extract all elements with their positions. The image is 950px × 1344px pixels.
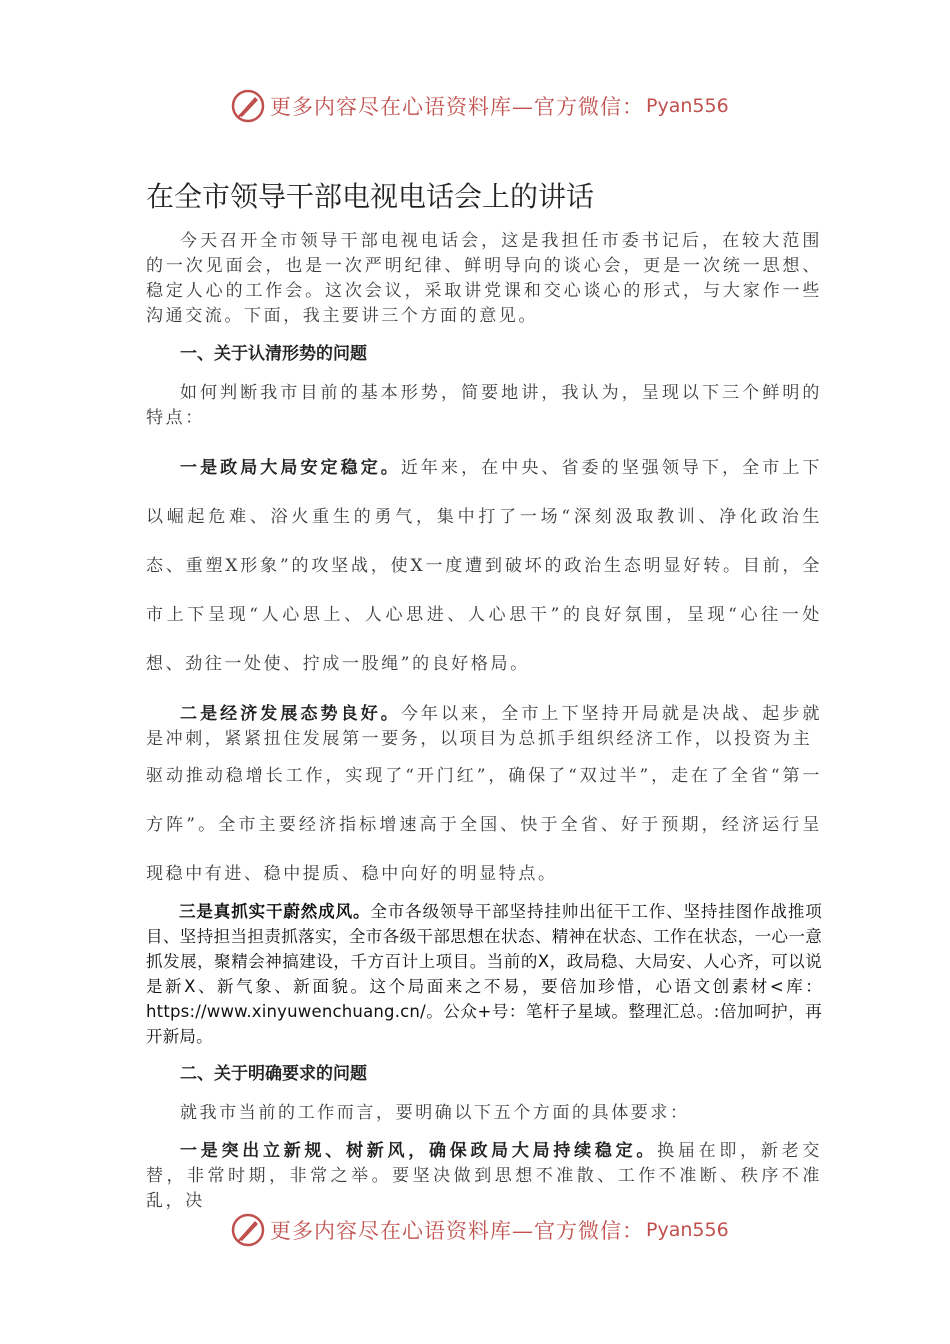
banner-wechat-id: Pyan556 bbox=[646, 95, 729, 117]
document-title: 在全市领导干部电视电话会上的讲话 bbox=[146, 180, 595, 213]
point-body: 近年来，在中央、省委的坚强领导下，全市上下以崛起危难、浴火重生的勇气，集中打了一场“深刻汲取教训、净化政治生态、重塑X形象”的攻坚战，使X一度遭到破坏的政治生态明显好转。目前，全市上下呈现“人心思上、人心思进、人心思干”的良好氛围，呈现“心往一处想、劲往一处使、拧成一股绳”的良好格局。 bbox=[146, 458, 822, 674]
quill-ink-logo-icon bbox=[230, 1212, 266, 1248]
section-1-point-3 bbox=[146, 899, 822, 1049]
section-2-heading: 二、关于明确要求的问题 bbox=[180, 1064, 367, 1084]
banner-text: 更多内容尽在心语资料库—官方微信： bbox=[270, 1219, 644, 1243]
point-body: 全市各级领导干部坚持挂帅出征干工作、坚持挂图作战推项目、坚持担当担责抓落实，全市各级干部思想在状态、精神在状态、工作在状态，一心一意抓发展，聚精会神搞建设，千方百计上项目。当前的X，政局稳、大局安、人心齐，可以说是新X、新气象、新面貌。这个局面来之不易，要倍加珍惜，心语文创素材<库：https://www.xinyuwenchuang.cn/。公众+号：笔杆子星域。整理汇总。:倍加呵护，再开新局。 bbox=[146, 902, 823, 1046]
document-body bbox=[146, 229, 822, 1214]
section-1-intro: 如何判断我市目前的基本形势，简要地讲，我认为，呈现以下三个鲜明的特点： bbox=[146, 383, 822, 428]
point-body: 换届在即，新老交替，非常时期，非常之举。要坚决做到思想不准散、工作不准断、秩序不准乱，决 bbox=[146, 1141, 822, 1211]
banner-text: 更多内容尽在心语资料库—官方微信： bbox=[270, 95, 644, 119]
section-1-point-2-cont: 驱动推动稳增长工作，实现了“开门红”，确保了“双过半”，走在了全省“第一方阵”。全市主要经济指标增速高于全国、快于全省、好于预期，经济运行呈现稳中有进、稳中提质、稳中向好的明显特点。 bbox=[146, 766, 822, 884]
header-banner bbox=[230, 86, 750, 126]
section-1-heading: 一、关于认清形势的问题 bbox=[180, 344, 367, 364]
banner-wechat-id: Pyan556 bbox=[646, 1219, 729, 1241]
section-2-intro: 就我市当前的工作而言，要明确以下五个方面的具体要求： bbox=[180, 1103, 690, 1123]
point-lead: 三是真抓实干蔚然成风。 bbox=[179, 902, 371, 921]
point-lead: 二是经济发展态势良好。 bbox=[180, 704, 401, 724]
point-lead: 一是突出立新规、树新风，确保政局大局持续稳定。 bbox=[180, 1141, 658, 1161]
point-body: 今年以来，全市上下坚持开局就是决战、起步就是冲刺，紧紧扭住发展第一要务，以项目为总抓手组织经济工作，以投资为主 bbox=[146, 704, 822, 749]
section-2-point-1 bbox=[146, 1139, 822, 1214]
quill-ink-logo-icon bbox=[230, 88, 266, 124]
point-lead: 一是政局大局安定稳定。 bbox=[180, 458, 401, 478]
section-1-point-2 bbox=[146, 702, 822, 752]
intro-paragraph: 今天召开全市领导干部电视电话会，这是我担任市委书记后，在较大范围的一次见面会，也是一次严明纪律、鲜明导向的谈心会，更是一次统一思想、稳定人心的工作会。这次会议，采取讲党课和交心谈心的形式，与大家作一些沟通交流。下面，我主要讲三个方面的意见。 bbox=[146, 231, 822, 326]
section-1-point-1 bbox=[146, 444, 822, 689]
footer-banner bbox=[230, 1210, 750, 1250]
